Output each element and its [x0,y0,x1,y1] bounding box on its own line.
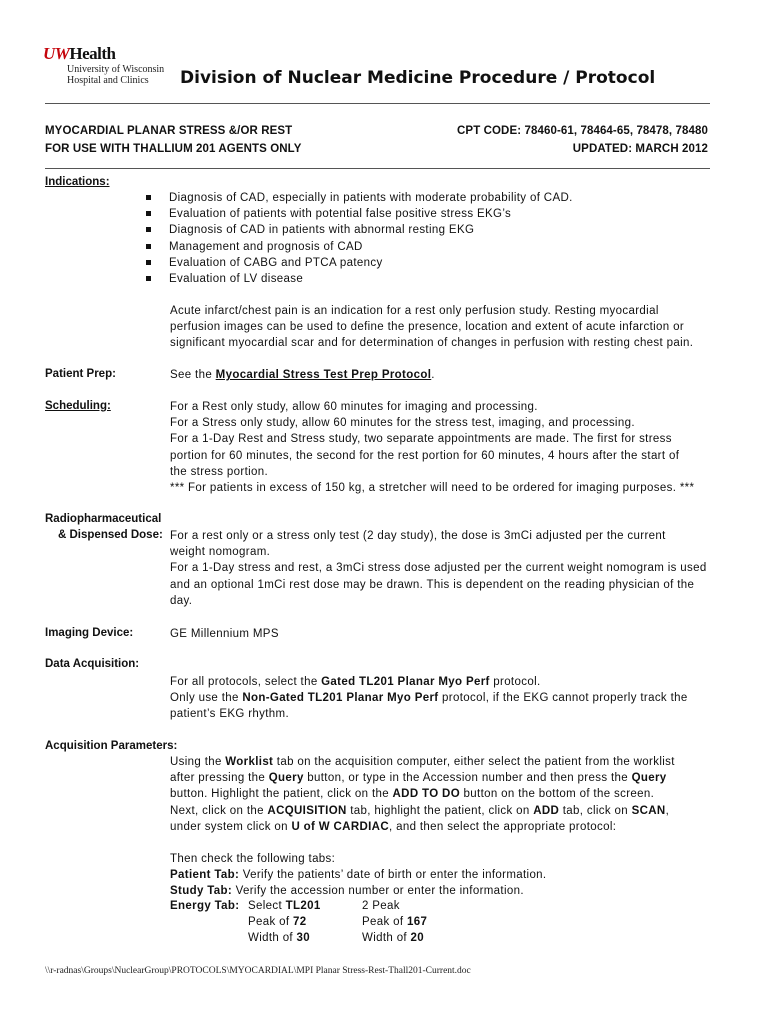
logo-line-2: Hospital and Clinics [67,75,149,86]
energy-tab-label: Energy Tab: [170,900,240,912]
list-item: Evaluation of patients with potential false positive stress EKG’s [146,206,573,222]
procedure-name: MYOCARDIAL PLANAR STRESS &/OR REST [45,125,293,137]
scheduling-text: For a Rest only study, allow 60 minutes for imaging and processing. For a Stress only study, allow 60 minutes for the stress test, imaging, and processing. For a 1-Day Rest and Stress study, two separate appointments are made. The first for stress portion for 60 minutes, the second for the rest portion for 60 minutes, 4 hours after the start of the stress portion. *** For patients in excess of 150 kg, a stretcher will need to be ordered for imaging purposes. *** [170,401,695,495]
agent-note: FOR USE WITH THALLIUM 201 AGENTS ONLY [45,143,302,155]
tabs-check-text: Then check the following tabs: Patient Tab: Verify the patients’ date of birth or enter the information. Study Tab: Verify the accession number or enter the information. [170,853,547,898]
indications-label: Indications: [45,176,110,188]
acquisition-parameters-label: Acquisition Parameters: [45,740,178,752]
patient-prep-label: Patient Prep: [45,368,116,380]
patient-tab-label: Patient Tab: [170,869,240,882]
updated-date: UPDATED: MARCH 2012 [572,143,708,155]
list-item: Management and prognosis of CAD [146,239,573,255]
scheduling-label: Scheduling: [45,400,111,412]
study-tab-label: Study Tab: [170,885,233,898]
imaging-device-label: Imaging Device: [45,627,134,639]
indications-paragraph: Acute infarct/chest pain is an indication for a rest only perfusion study. Resting myocardial perfusion images can be used to define the presence, location and extent of acute infarction or significant myocardial scar and for determination of changes in perfusion with resting chest pain. [170,305,694,350]
cpt-code: CPT CODE: 78460-61, 78464-65, 78478, 78480 [457,125,708,137]
list-item: Evaluation of LV disease [146,271,573,287]
bullet-icon [146,195,151,200]
logo-line-1: University of Wisconsin [67,64,165,75]
imaging-device-value: GE Millennium MPS [170,628,279,640]
divider-top [45,103,710,104]
table-row: Peak of 72 Peak of 167 [248,916,428,929]
bullet-icon [146,276,151,281]
radiopharm-label-2: & Dispensed Dose: [58,529,163,541]
logo-health-word: Health [69,44,116,63]
table-row: Energy Tab: Select TL201 2 Peak [170,900,427,916]
document-title: Division of Nuclear Medicine Procedure / Protocol [180,68,656,88]
bullet-icon [146,227,151,232]
file-path-footer: \\r-radnas\Groups\NuclearGroup\PROTOCOLS\MYOCARDIAL\MPI Planar Stress-Rest-Thall201-Current.doc [45,966,471,976]
indications-list [146,190,573,287]
energy-tab-settings [170,900,427,949]
prep-protocol-link[interactable]: Myocardial Stress Test Prep Protocol [215,369,432,381]
data-acquisition-label: Data Acquisition: [45,658,140,670]
list-item: Diagnosis of CAD in patients with abnormal resting EKG [146,222,573,238]
divider-header [45,168,710,169]
uw-health-logo [43,44,183,86]
logo-uw-mark: UW [43,44,70,63]
bullet-icon [146,260,151,265]
acquisition-parameters-text: Using the Worklist tab on the acquisition computer, either select the patient from the worklist after pressing the Query button, or type in the Accession number and then press the Query button. Highlight the patient, click on the ADD TO DO button on the bottom of the screen. Next, click on the ACQUISITION tab, highlight the patient, click on ADD tab, click on SCAN, under system click on U of W CARDIAC, and then select the appropriate protocol: [170,756,675,833]
bullet-icon [146,211,151,216]
radiopharm-text: For a rest only or a stress only test (2 day study), the dose is 3mCi adjusted per the current weight nomogram. For a 1-Day stress and rest, a 3mCi stress dose adjusted per the current weight nomogram is used and an optional 1mCi rest dose may be drawn. This is dependent on the reading physician of the day. [170,530,707,607]
list-item: Diagnosis of CAD, especially in patients with moderate probability of CAD. [146,190,573,206]
bullet-icon [146,244,151,249]
radiopharm-label-1: Radiopharmaceutical [45,513,162,525]
list-item: Evaluation of CABG and PTCA patency [146,255,573,271]
data-acquisition-text: For all protocols, select the Gated TL201 Planar Myo Perf protocol. Only use the Non-Gated TL201 Planar Myo Perf protocol, if the EKG cannot properly track the patient’s EKG rhythm. [170,676,688,721]
table-row: Width of 30 Width of 20 [248,932,425,945]
patient-prep-text: See the Myocardial Stress Test Prep Protocol. [170,369,435,381]
